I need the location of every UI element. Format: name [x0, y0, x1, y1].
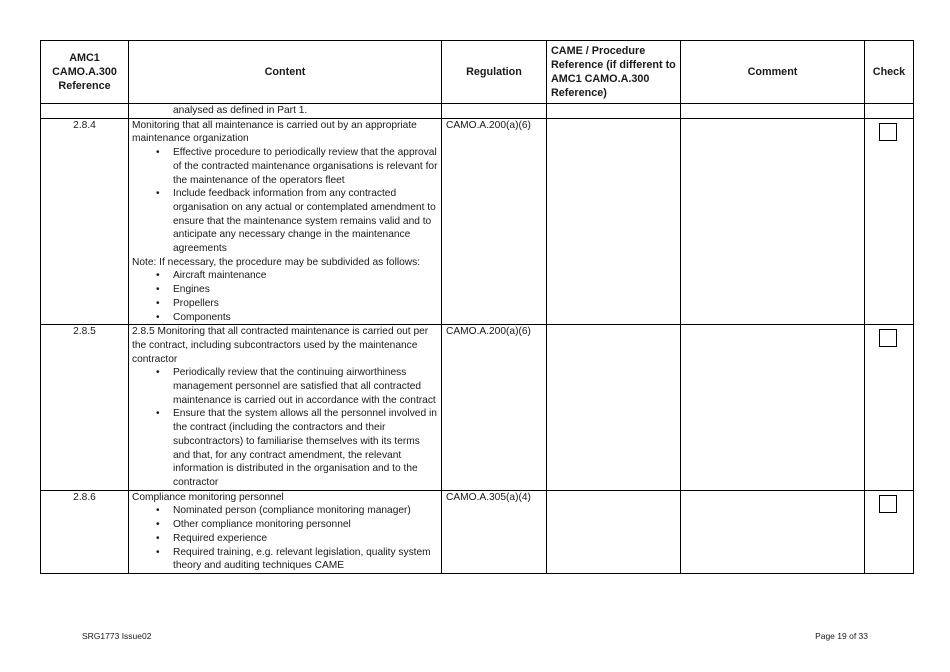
bullet-item: • Other compliance monitoring personnel: [132, 518, 438, 532]
bullet-item: • Include feedback information from any contracted organisation on any actual or contemplated amendment to ensure that the maintenance system remains valid and to anticipate any necessary change in the maintenance agreements: [132, 187, 438, 256]
page-number: Page 19 of 33: [815, 631, 868, 641]
bullet-item: • Periodically review that the continuing airworthiness management personnel are satisfied that all contracted maintenance is carried out in accordance with the contract: [132, 366, 438, 407]
row-reference: 2.8.6: [41, 490, 129, 573]
compliance-checklist-table: [40, 40, 914, 574]
row-content: [129, 325, 442, 490]
header-comment: Comment: [681, 41, 865, 104]
table-row: [41, 325, 914, 490]
row-regulation: CAMO.A.305(a)(4): [442, 490, 547, 573]
bullet-item: • Ensure that the system allows all the personnel involved in the contract (including the contractors and their subcontractors) to familiarise themselves with its terms and that, for any contract amendment, the relevant information is distributed in the organisation and to the contractor: [132, 407, 438, 489]
row-regulation: CAMO.A.200(a)(6): [442, 325, 547, 490]
header-came-reference: CAME / Procedure Reference (if different to AMC1 CAMO.A.300 Reference): [547, 41, 681, 104]
bullet-item: • Aircraft maintenance: [132, 269, 438, 283]
table-row: [41, 490, 914, 573]
comment-cell[interactable]: [681, 490, 865, 573]
row-intro: Monitoring that all maintenance is carried out by an appropriate maintenance organization: [132, 119, 417, 145]
header-regulation: Regulation: [442, 41, 547, 104]
came-reference-cell[interactable]: [547, 490, 681, 573]
check-box[interactable]: [879, 495, 897, 513]
header-reference: AMC1 CAMO.A.300 Reference: [41, 41, 129, 104]
bullet-item: • Required experience: [132, 532, 438, 546]
row-regulation: CAMO.A.200(a)(6): [442, 118, 547, 325]
row-reference: 2.8.4: [41, 118, 129, 325]
came-reference-cell[interactable]: [547, 118, 681, 325]
row-content: [129, 490, 442, 573]
bullet-item: • Nominated person (compliance monitoring manager): [132, 504, 438, 518]
header-content: Content: [129, 41, 442, 104]
row-reference: 2.8.5: [41, 325, 129, 490]
bullet-item: • Propellers: [132, 297, 438, 311]
check-box[interactable]: [879, 329, 897, 347]
row-note: Note: If necessary, the procedure may be subdivided as follows:: [132, 256, 421, 268]
check-box[interactable]: [879, 123, 897, 141]
comment-cell[interactable]: [681, 118, 865, 325]
header-row: [41, 41, 914, 104]
document-id: SRG1773 Issue02: [82, 631, 152, 641]
comment-cell[interactable]: [681, 325, 865, 490]
continuation-text: analysed as defined in Part 1.: [173, 105, 308, 116]
bullet-item: • Engines: [132, 283, 438, 297]
continuation-row: [41, 104, 914, 119]
row-intro: Compliance monitoring personnel: [132, 491, 284, 503]
bullet-item: • Components: [132, 311, 438, 325]
bullet-item: • Required training, e.g. relevant legislation, quality system theory and auditing techniques CAME: [132, 546, 438, 573]
row-content: [129, 118, 442, 325]
row-intro: 2.8.5 Monitoring that all contracted maintenance is carried out per the contract, including subcontractors used by the maintenance contractor: [132, 326, 429, 365]
header-check: Check: [865, 41, 914, 104]
table-row: [41, 118, 914, 325]
came-reference-cell[interactable]: [547, 325, 681, 490]
bullet-item: • Effective procedure to periodically review that the approval of the contracted maintenance organisations is relevant for the maintenance of the operators fleet: [132, 146, 438, 187]
